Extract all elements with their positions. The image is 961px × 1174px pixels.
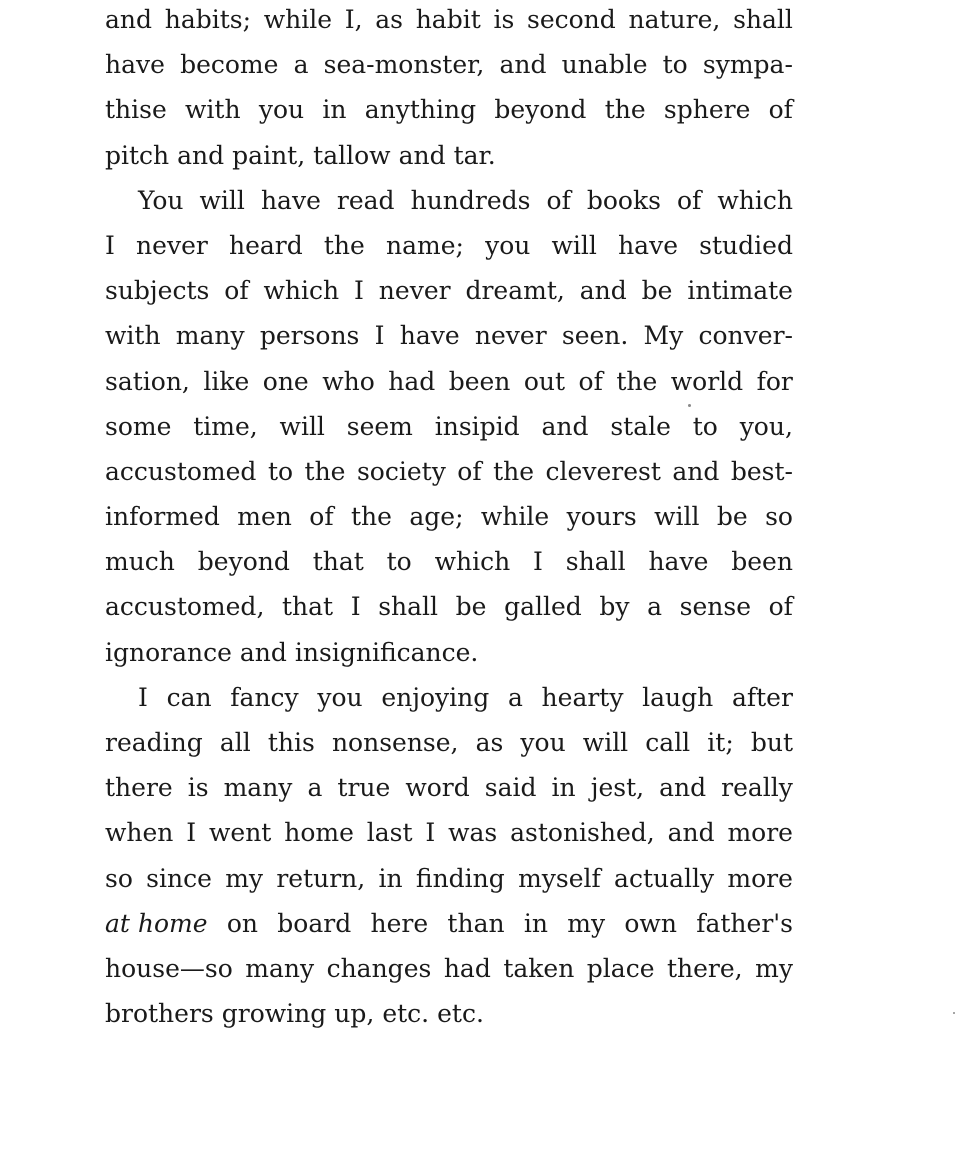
- text-line: informed men of the age; while yours will be so: [105, 502, 793, 532]
- text-line: subjects of which I never dreamt, and be intimate: [105, 276, 793, 306]
- text-line: with many persons I have never seen. My conver-: [105, 321, 793, 351]
- text-line: accustomed, that I shall be galled by a sense of: [105, 592, 793, 622]
- print-speck: [688, 404, 691, 407]
- text-line: ignorance and insignificance.: [105, 637, 479, 667]
- paragraph: [105, 0, 793, 178]
- text-line: thise with you in anything beyond the sphere of: [105, 95, 793, 125]
- text-line: I can fancy you enjoying a hearty laugh after: [138, 682, 793, 712]
- text-line: pitch and paint, tallow and tar.: [105, 140, 496, 170]
- text-line: some time, will seem insipid and stale to you,: [105, 411, 793, 441]
- text-line: when I went home last I was astonished, and more: [105, 818, 793, 848]
- text-line: have become a sea-monster, and unable to sympa-: [105, 50, 793, 80]
- text-line: there is many a true word said in jest, and really: [105, 773, 793, 803]
- text-line: You will have read hundreds of books of which: [138, 185, 793, 215]
- text-line: and habits; while I, as habit is second nature, shall: [105, 5, 793, 34]
- body-text: [105, 0, 793, 1036]
- text-line: accustomed to the society of the cleverest and best-: [105, 456, 793, 486]
- text-line: house—so many changes had taken place there, my: [105, 953, 793, 983]
- text-line: I never heard the name; you will have studied: [105, 230, 793, 260]
- text-line: at home on board here than in my own father's: [105, 908, 793, 938]
- paragraph: [105, 178, 793, 675]
- text-line: much beyond that to which I shall have been: [105, 547, 793, 577]
- text-line: so since my return, in finding myself actually more: [105, 863, 793, 893]
- text-line: brothers growing up, etc. etc.: [105, 999, 484, 1029]
- text-line: reading all this nonsense, as you will call it; but: [105, 728, 793, 757]
- print-speck: [953, 1012, 955, 1014]
- text-line: sation, like one who had been out of the world for: [105, 366, 793, 396]
- paragraph: [105, 675, 793, 1037]
